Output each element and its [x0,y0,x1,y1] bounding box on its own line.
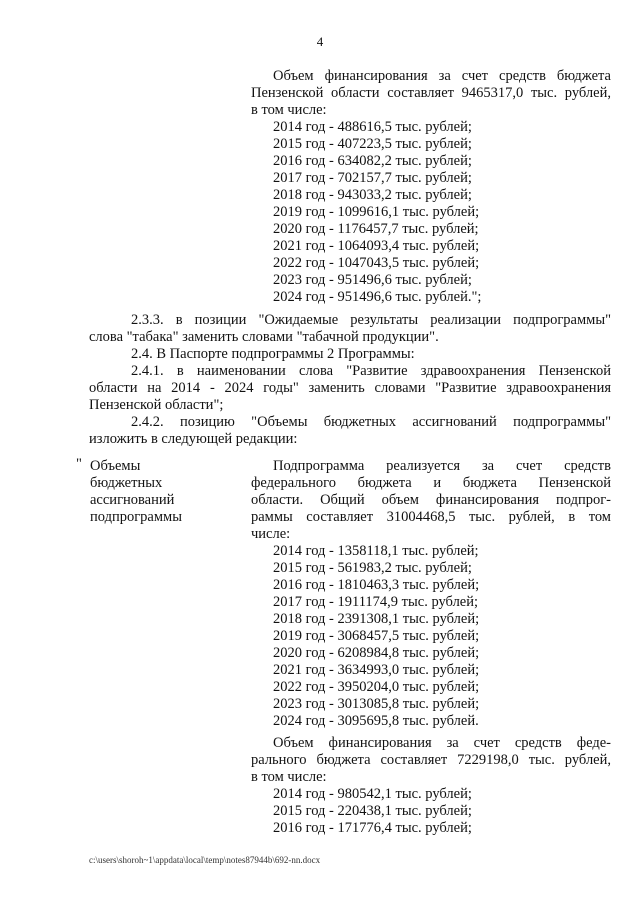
table-right-intro-line-4: раммы составляет 31004468,5 тыс. рублей, в том [251,509,611,525]
table-right-intro-line-3: области. Общий объем финансирования подпрог- [251,492,611,508]
table-year-2016: 2016 год - 1810463,3 тыс. рублей; [273,577,480,593]
table-year-2023: 2023 год - 3013085,8 тыс. рублей; [273,696,480,712]
federal-year-2015: 2015 год - 220438,1 тыс. рублей; [273,803,472,819]
file-path-footer: c:\users\shoroh~1\appdata\local\temp\notes87944b\692-nn.docx [89,855,321,865]
table-year-2015: 2015 год - 561983,2 тыс. рублей; [273,560,472,576]
top-year-2018: 2018 год - 943033,2 тыс. рублей; [273,187,472,203]
paragraph-2-4-2-line-1: 2.4.2. позицию "Объемы бюджетных ассигнований подпрограммы" [131,414,611,430]
paragraph-2-4-2-line-2: изложить в следующей редакции: [89,431,298,447]
table-year-2017: 2017 год - 1911174,9 тыс. рублей; [273,594,479,610]
top-year-2022: 2022 год - 1047043,5 тыс. рублей; [273,255,480,271]
paragraph-2-3-3-line-1: 2.3.3. в позиции "Ожидаемые результаты реализации подпрограммы" [131,312,611,328]
table-left-line-2: бюджетных [90,475,163,491]
table-left-line-3: ассигнований [90,492,175,508]
table-year-2022: 2022 год - 3950204,0 тыс. рублей; [273,679,480,695]
page-number: 4 [316,34,324,49]
table-left-line-1: Объемы [90,458,141,474]
table-right-intro-line-2: федерального бюджета и бюджета Пензенской [251,475,611,491]
top-intro-line-3: в том числе: [251,102,327,118]
table-year-2018: 2018 год - 2391308,1 тыс. рублей; [273,611,480,627]
top-intro-line-2: Пензенской области составляет 9465317,0 тыс. рублей, [251,85,611,101]
table-left-line-4: подпрограммы [90,509,182,525]
federal-intro-line-1: Объем финансирования за счет средств феде- [273,735,611,751]
top-year-2014: 2014 год - 488616,5 тыс. рублей; [273,119,472,135]
table-right-intro-line-1: Подпрограмма реализуется за счет средств [273,458,611,474]
top-year-2020: 2020 год - 1176457,7 тыс. рублей; [273,221,479,237]
table-open-quote: " [76,456,82,472]
paragraph-2-3-3-line-2: слова "табака" заменить словами "табачной продукции". [89,329,439,345]
paragraph-2-4-1-line-2: области на 2014 - 2024 годы" заменить словами "Развитие здравоохранения [89,380,611,396]
table-year-2021: 2021 год - 3634993,0 тыс. рублей; [273,662,480,678]
top-year-2021: 2021 год - 1064093,4 тыс. рублей; [273,238,480,254]
top-year-2015: 2015 год - 407223,5 тыс. рублей; [273,136,472,152]
paragraph-2-4: 2.4. В Паспорте подпрограммы 2 Программы: [131,346,415,362]
federal-intro-line-2: рального бюджета составляет 7229198,0 тыс. рублей, [251,752,611,768]
top-intro-line-1: Объем финансирования за счет средств бюджета [273,68,611,84]
table-year-2020: 2020 год - 6208984,8 тыс. рублей; [273,645,480,661]
table-right-intro-line-5: числе: [251,526,291,542]
federal-intro-line-3: в том числе: [251,769,327,785]
top-year-2024: 2024 год - 951496,6 тыс. рублей."; [273,289,482,305]
top-year-2017: 2017 год - 702157,7 тыс. рублей; [273,170,472,186]
top-year-2016: 2016 год - 634082,2 тыс. рублей; [273,153,472,169]
top-year-2019: 2019 год - 1099616,1 тыс. рублей; [273,204,480,220]
top-year-2023: 2023 год - 951496,6 тыс. рублей; [273,272,472,288]
paragraph-2-4-1-line-3: Пензенской области"; [89,397,224,413]
table-year-2024: 2024 год - 3095695,8 тыс. рублей. [273,713,479,729]
paragraph-2-4-1-line-1: 2.4.1. в наименовании слова "Развитие здравоохранения Пензенской [131,363,611,379]
federal-year-2016: 2016 год - 171776,4 тыс. рублей; [273,820,472,836]
table-year-2014: 2014 год - 1358118,1 тыс. рублей; [273,543,479,559]
federal-year-2014: 2014 год - 980542,1 тыс. рублей; [273,786,472,802]
table-year-2019: 2019 год - 3068457,5 тыс. рублей; [273,628,480,644]
